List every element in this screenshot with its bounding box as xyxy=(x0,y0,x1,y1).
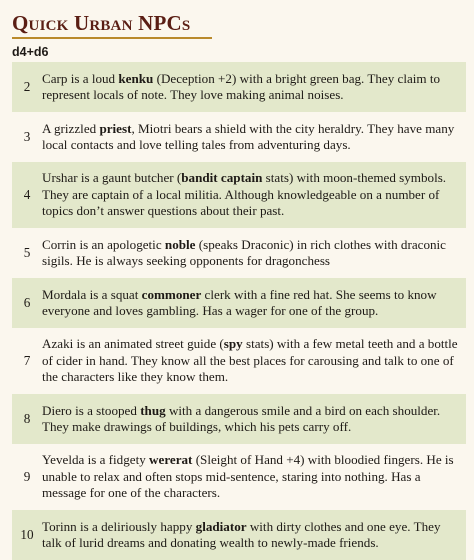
npc-description xyxy=(42,285,466,322)
table-row xyxy=(12,328,466,394)
npc-description xyxy=(42,119,466,156)
table-row xyxy=(12,112,466,162)
stat-block-keyword: priest xyxy=(99,120,132,136)
description-text: Urshar is a gaunt butcher ( xyxy=(42,170,182,186)
description-text: A grizzled xyxy=(42,120,100,136)
stat-block-keyword: wererat xyxy=(149,452,193,468)
description-text: stats) with a few metal teeth and a bottle of cider in hand. They know all the best places for carousing and talk to one of the characters like they know them. xyxy=(42,336,458,385)
npc-description xyxy=(42,69,466,106)
description-text: with dirty clothes and one eye. They talk of lurid dreams and donating wealth to newly-made friends. xyxy=(42,518,441,550)
table-row xyxy=(12,510,466,560)
npc-description xyxy=(42,450,466,504)
npc-description xyxy=(42,168,466,222)
stat-block-keyword: thug xyxy=(140,402,166,418)
npc-table xyxy=(12,62,466,560)
description-text: Torinn is a deliriously happy xyxy=(42,518,196,534)
description-text: clerk with a fine red hat. She seems to know everyone and loves gambling. Has a wager for one of the group. xyxy=(42,286,437,318)
table-row xyxy=(12,62,466,112)
table-row xyxy=(12,162,466,228)
roll-number: 5 xyxy=(23,244,31,260)
table-row xyxy=(12,278,466,328)
page-title: Quick Urban NPCs xyxy=(12,11,191,35)
description-text: (Deception +2) with a bright green bag. They claim to represent locals of note. They love making animal noises. xyxy=(42,70,441,102)
roll-number: 2 xyxy=(23,78,31,94)
dice-column-header: d4+d6 xyxy=(12,45,49,59)
npc-description xyxy=(42,401,466,438)
table-row xyxy=(12,394,466,444)
roll-number: 4 xyxy=(23,186,31,202)
npc-description xyxy=(42,517,466,554)
stat-block-keyword: noble xyxy=(164,236,196,252)
roll-number: 8 xyxy=(23,410,31,426)
roll-number: 3 xyxy=(23,128,31,144)
description-text: Yevelda is a fidgety xyxy=(42,452,150,468)
title-underline xyxy=(12,37,212,39)
description-text: with a dangerous smile and a bird on each shoulder. They make drawings of buildings, which his pets carry off. xyxy=(42,402,441,434)
description-text: Azaki is an animated street guide ( xyxy=(42,336,224,352)
roll-number: 9 xyxy=(23,468,31,484)
stat-block-keyword: bandit captain xyxy=(181,170,263,186)
npc-description xyxy=(42,334,466,388)
description-text: , Miotri bears a shield with the city heraldry. They have many local contacts and love telling tales from adventuring days. xyxy=(42,120,455,152)
description-text: Mordala is a squat xyxy=(42,286,142,302)
description-text: Carp is a loud xyxy=(42,70,119,86)
description-text: (speaks Draconic) in rich clothes with draconic sigils. He is always seeking opponents for dragonchess xyxy=(42,236,446,268)
description-text: Diero is a stooped xyxy=(42,402,141,418)
roll-number: 7 xyxy=(23,352,31,368)
stat-block-keyword: spy xyxy=(223,336,243,352)
table-row xyxy=(12,444,466,510)
npc-description xyxy=(42,235,466,272)
roll-number: 10 xyxy=(20,526,34,542)
roll-number: 6 xyxy=(23,294,31,310)
stat-block-keyword: gladiator xyxy=(195,518,247,534)
description-text: Corrin is an apologetic xyxy=(42,236,165,252)
table-row xyxy=(12,228,466,278)
description-text: (Sleight of Hand +4) with bloodied fingers. He is unable to relax and often stops mid-sentence, staring into nothing. Has a message for one of the characters. xyxy=(42,452,454,501)
description-text: stats) with moon-themed symbols. They are captain of a local militia. Although knowledgeable on a number of topics don’t answer questions about their past. xyxy=(42,170,447,219)
stat-block-keyword: kenku xyxy=(118,70,154,86)
stat-block-keyword: commoner xyxy=(141,286,202,302)
